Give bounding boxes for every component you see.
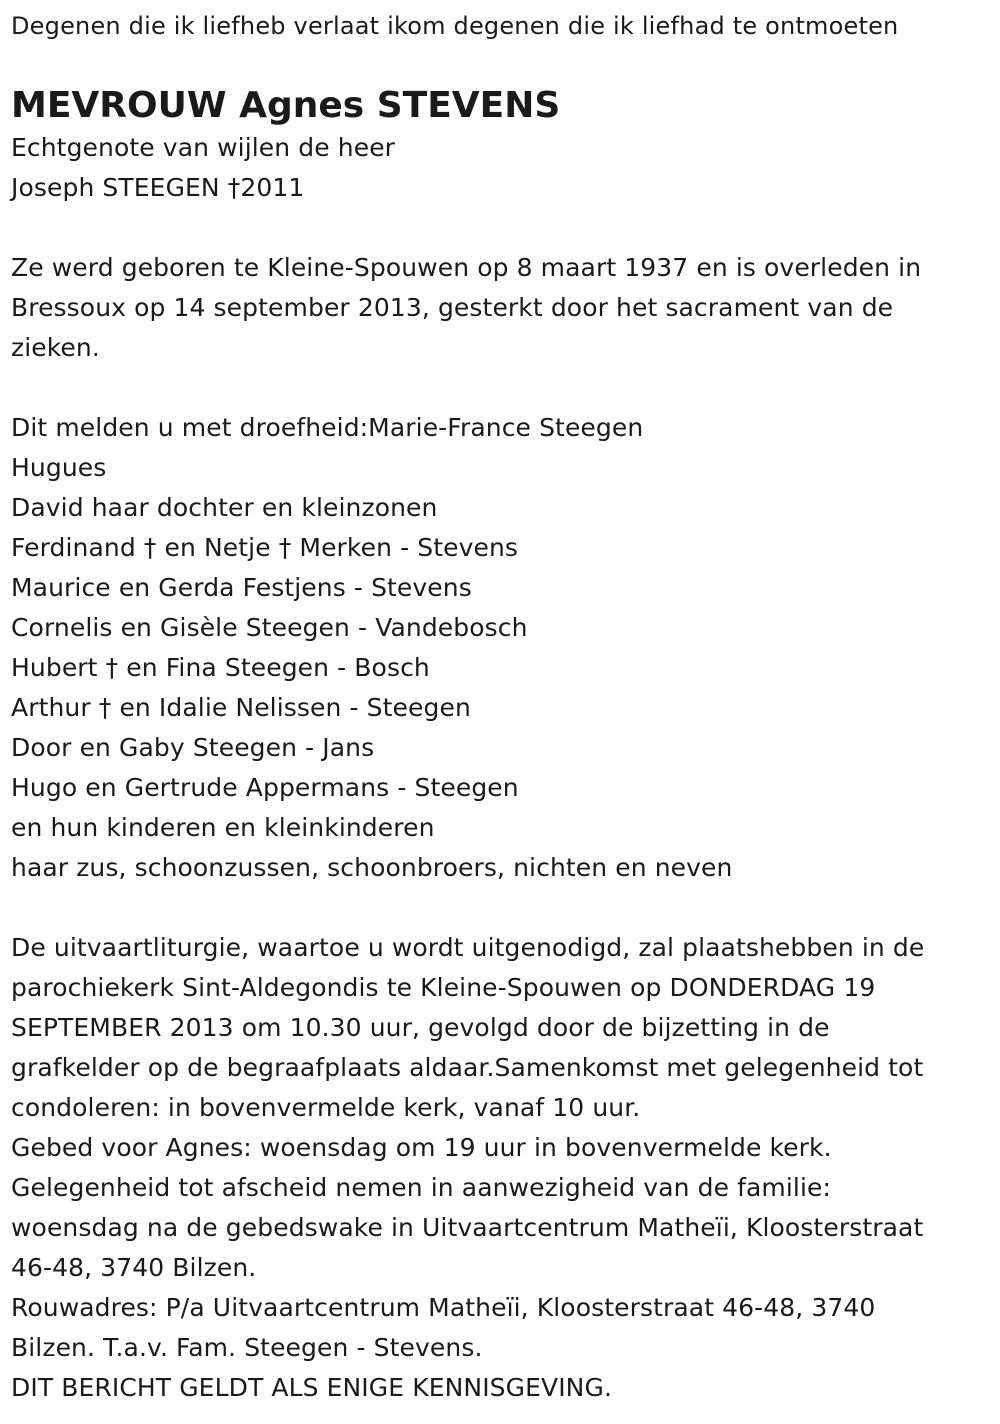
funeral-info-line: SEPTEMBER 2013 om 10.30 uur, gevolgd door de bijzetting in de xyxy=(11,1013,830,1042)
mourner-line: Door en Gaby Steegen - Jans xyxy=(11,733,375,762)
mourner-line: Ferdinand † en Netje † Merken - Stevens xyxy=(11,533,519,562)
spacer xyxy=(11,368,1000,408)
mourner-line: Arthur † en Idalie Nelissen - Steegen xyxy=(11,693,471,722)
mourners-list xyxy=(11,408,1000,888)
funeral-info-line: grafkelder op de begraafplaats aldaar.Samenkomst met gelegenheid tot xyxy=(11,1053,924,1082)
mourner-line: Hugues xyxy=(11,453,107,482)
mourner-line: Dit melden u met droefheid:Marie-France Steegen xyxy=(11,413,644,442)
funeral-info-line: DIT BERICHT GELDT ALS ENIGE KENNISGEVING. xyxy=(11,1373,612,1402)
funeral-info-paragraph xyxy=(11,928,1000,1408)
spacer xyxy=(11,888,1000,928)
funeral-info-line: Gelegenheid tot afscheid nemen in aanwezigheid van de familie: xyxy=(11,1173,832,1202)
funeral-info-line: condoleren: in bovenvermelde kerk, vanaf 10 uur. xyxy=(11,1093,641,1122)
funeral-info-line: Rouwadres: P/a Uitvaartcentrum Matheïi, Kloosterstraat 46-48, 3740 xyxy=(11,1293,876,1322)
funeral-info-line: parochiekerk Sint-Aldegondis te Kleine-Spouwen op DONDERDAG 19 xyxy=(11,973,876,1002)
mourner-line: David haar dochter en kleinzonen xyxy=(11,493,438,522)
paragraph-line: Ze werd geboren te Kleine-Spouwen op 8 maart 1937 en is overleden in xyxy=(11,253,922,282)
spacer xyxy=(11,46,1000,84)
mourner-line: Hubert † en Fina Steegen - Bosch xyxy=(11,653,430,682)
mourner-line: Maurice en Gerda Festjens - Stevens xyxy=(11,573,472,602)
funeral-info-line: Bilzen. T.a.v. Fam. Steegen - Stevens. xyxy=(11,1333,483,1362)
spouse-line: Echtgenote van wijlen de heer xyxy=(11,133,396,162)
funeral-info-line: woensdag na de gebedswake in Uitvaartcentrum Matheïi, Kloosterstraat xyxy=(11,1213,924,1242)
funeral-info-line: De uitvaartliturgie, waartoe u wordt uitgenodigd, zal plaatshebben in de xyxy=(11,933,925,962)
funeral-info-line: 46-48, 3740 Bilzen. xyxy=(11,1253,257,1282)
paragraph-line: zieken. xyxy=(11,333,100,362)
birth-death-paragraph xyxy=(11,248,1000,368)
mourner-line: Cornelis en Gisèle Steegen - Vandebosch xyxy=(11,613,528,642)
opening-quote: Degenen die ik liefheb verlaat ikom degenen die ik liefhad te ontmoeten xyxy=(11,12,899,40)
mourner-line: haar zus, schoonzussen, schoonbroers, nichten en neven xyxy=(11,853,733,882)
funeral-info-line: Gebed voor Agnes: woensdag om 19 uur in bovenvermelde kerk. xyxy=(11,1133,832,1162)
mourner-line: en hun kinderen en kleinkinderen xyxy=(11,813,435,842)
mourner-line: Hugo en Gertrude Appermans - Steegen xyxy=(11,773,519,802)
paragraph-line: Bressoux op 14 september 2013, gesterkt door het sacrament van de xyxy=(11,293,894,322)
spacer xyxy=(11,208,1000,248)
spouse-name-line: Joseph STEEGEN †2011 xyxy=(11,173,305,202)
deceased-name: MEVROUW Agnes STEVENS xyxy=(11,85,561,126)
